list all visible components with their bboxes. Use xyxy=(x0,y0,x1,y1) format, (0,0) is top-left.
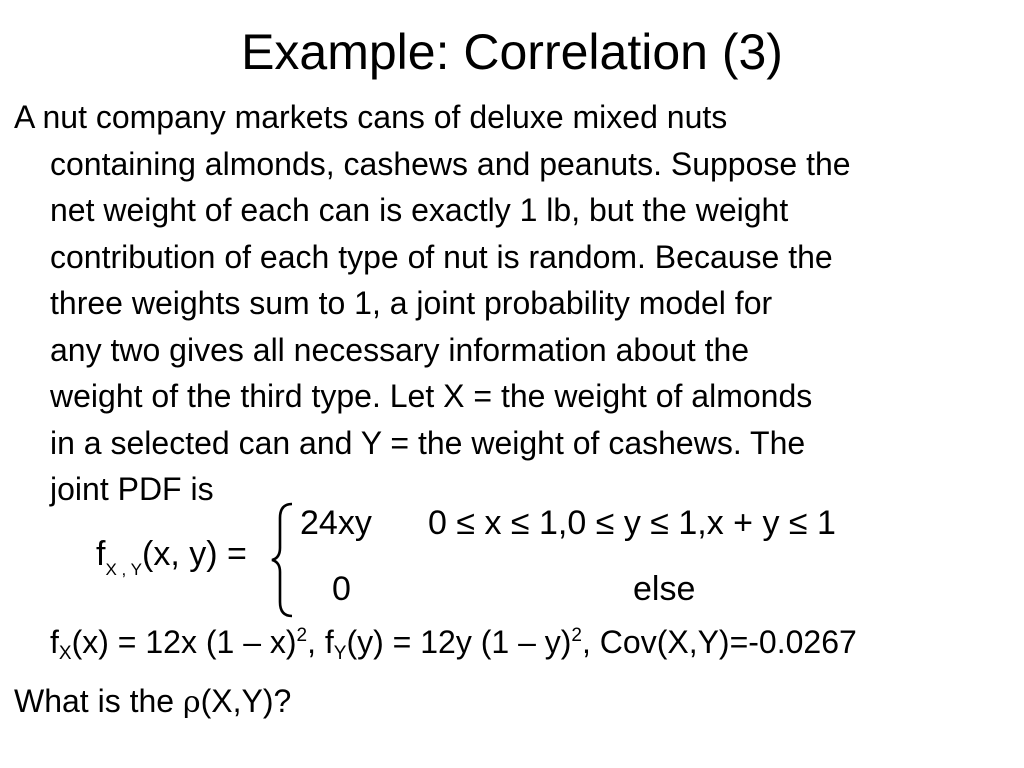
case-1-value: 24xy xyxy=(300,504,372,542)
rho-symbol: ρ xyxy=(182,685,201,720)
paragraph-line-9: joint PDF is xyxy=(50,471,214,507)
fx-body: (x) = 12x (1 – x) xyxy=(71,624,297,660)
paragraph-line-3: net weight of each can is exactly 1 lb, but the weight xyxy=(50,192,789,228)
fx-exponent: 2 xyxy=(296,625,308,646)
paragraph-line-4: contribution of each type of nut is random. Because the xyxy=(50,238,833,275)
question-suffix: (X,Y)? xyxy=(200,683,292,719)
joint-pdf-formula xyxy=(96,500,996,620)
paragraph-line-1: A nut company markets cans of deluxe mixed nuts xyxy=(14,99,728,135)
fy-f: f xyxy=(324,624,334,660)
problem-paragraph xyxy=(14,94,1014,513)
lhs-subscript: X , Y xyxy=(105,560,142,579)
lhs-args: (x, y) = xyxy=(142,535,247,573)
covariance-text: , Cov(X,Y)=-0.0267 xyxy=(582,624,857,660)
case-2-condition: else xyxy=(633,570,696,608)
fy-exponent: 2 xyxy=(571,625,582,646)
case-1-condition: 0 ≤ x ≤ 1,0 ≤ y ≤ 1,x + y ≤ 1 xyxy=(428,504,836,542)
fy-subscript: Y xyxy=(333,643,347,664)
question-text xyxy=(14,683,291,720)
problem-statement xyxy=(14,94,1014,513)
left-brace-icon xyxy=(268,500,298,620)
paragraph-line-5: three weights sum to 1, a joint probability model for xyxy=(50,285,773,321)
fx-f: f xyxy=(50,624,59,660)
slide-title: Example: Correlation (3) xyxy=(241,24,783,80)
marginal-separator: , xyxy=(307,624,325,660)
case-2-value: 0 xyxy=(332,570,351,608)
paragraph-line-7: weight of the third type. Let X = the weight of almonds xyxy=(50,378,813,414)
paragraph-line-6: any two gives all necessary information about the xyxy=(50,331,750,368)
fx-subscript: X xyxy=(58,643,72,664)
marginal-densities xyxy=(50,624,857,665)
paragraph-line-8: in a selected can and Y = the weight of cashews. The xyxy=(50,424,806,461)
joint-pdf-lhs xyxy=(96,535,247,580)
paragraph-line-2: containing almonds, cashews and peanuts. Suppose the xyxy=(50,145,851,182)
lhs-f: f xyxy=(96,535,106,573)
question-prefix: What is the xyxy=(14,683,183,719)
fy-body: (y) = 12y (1 – y) xyxy=(346,624,572,660)
